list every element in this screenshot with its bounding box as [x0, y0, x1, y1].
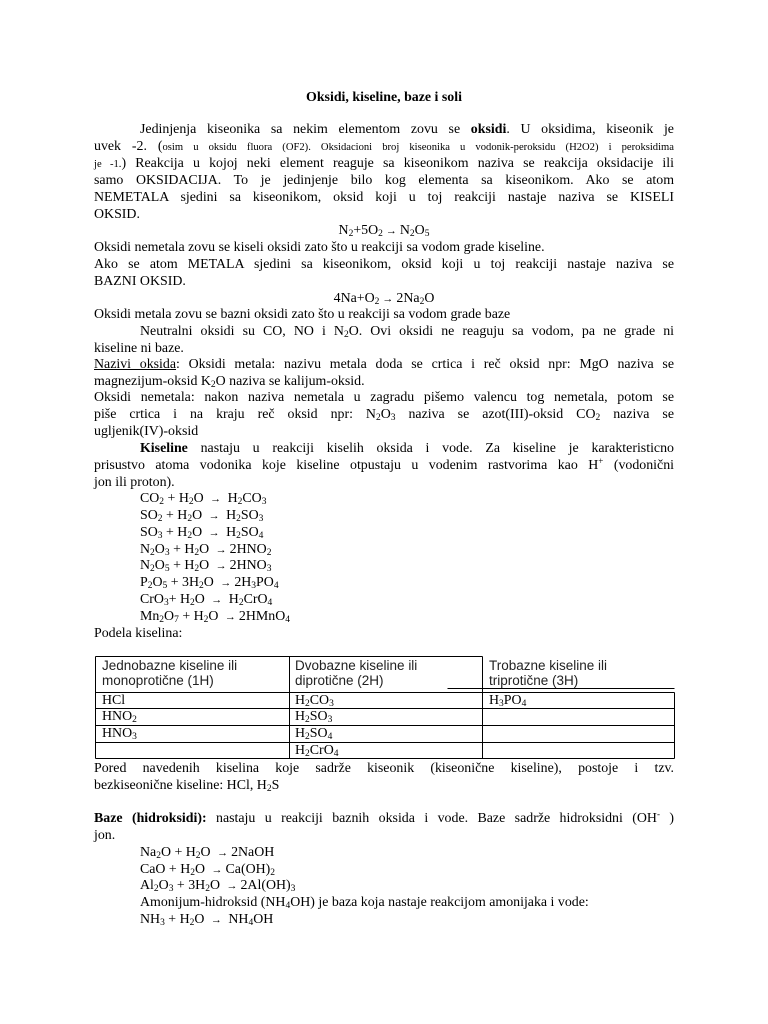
- text-run: Oksidi nemetala zovu se kiseli oksidi zato što u reakciji sa vodom grade kiseline.: [94, 240, 545, 255]
- text-run: je -1.: [94, 159, 122, 170]
- text-run: Amonijum-hidroksid (NH: [140, 895, 286, 910]
- table-header-line: Dvobazne kiseline ili: [295, 658, 418, 673]
- text-run: 2: [199, 581, 204, 591]
- text-run: O: [380, 407, 391, 422]
- text-run: CrO: [243, 592, 268, 607]
- text-run: 2: [132, 715, 137, 725]
- text-run: →: [382, 293, 394, 305]
- table-cell: [102, 709, 137, 725]
- text-run: 3: [132, 732, 137, 742]
- text-run: prisustvo atoma vodonika koje kiseline otpustaju u vodenim rastvorima kao H: [94, 458, 599, 473]
- text-run: piše crtica i na kraju reč oksid npr: N: [94, 407, 376, 422]
- text-line-r3: [140, 524, 674, 542]
- table-cell: [295, 693, 334, 709]
- text-run: O: [199, 558, 213, 573]
- text-run: + H: [164, 912, 190, 927]
- text-line-p5-2: [94, 340, 674, 357]
- text-run: 2Al(OH): [240, 878, 291, 893]
- text-run: H: [222, 525, 237, 540]
- text-run: 2: [187, 531, 193, 541]
- text-run: 2: [348, 229, 354, 239]
- text-run: CO: [242, 491, 262, 506]
- text-line-p10-2: [94, 777, 674, 794]
- text-run: + 3H: [167, 575, 200, 590]
- text-run: 2: [159, 615, 165, 625]
- text-run: O: [154, 542, 165, 557]
- text-line-p3-2: [94, 273, 674, 290]
- text-run: SO: [140, 508, 158, 523]
- text-run: Baze (hidroksidi):: [94, 811, 207, 826]
- text-run: O. Ovi oksidi ne reaguju sa vodom, pa ne grade ni: [348, 324, 674, 339]
- text-run: Nazivi oksida: [94, 357, 177, 372]
- text-run: H: [224, 491, 238, 506]
- text-run: O: [414, 223, 425, 238]
- table-header-monoprotic: [102, 658, 237, 688]
- document-title: Oksidi, kiseline, baze i soli: [306, 90, 462, 105]
- text-run: +5O: [353, 223, 379, 238]
- text-run: →: [210, 493, 222, 505]
- text-run: ugljenik(IV)-oksid: [94, 424, 199, 439]
- text-run: samo OKSIDACIJA. To je jedinjenje bilo kog elementa sa kiseonikom. Ako se atom: [94, 173, 674, 188]
- text-line-p8-3: [94, 474, 674, 491]
- text-run: →: [215, 560, 227, 572]
- text-run: H: [295, 743, 306, 758]
- table-cell: [489, 693, 526, 709]
- text-run: SO: [309, 726, 328, 741]
- text-line-p7-1: [94, 389, 674, 406]
- text-run: 2NaOH: [231, 845, 275, 860]
- text-run: 4: [267, 598, 273, 608]
- table-cell: [295, 726, 332, 742]
- text-run: 3: [499, 699, 504, 709]
- text-run: H: [295, 693, 306, 708]
- text-run: 2: [153, 884, 159, 894]
- text-run: + H: [162, 508, 188, 523]
- text-run: + H: [169, 558, 195, 573]
- text-run: H: [295, 709, 306, 724]
- text-run: 4: [327, 732, 333, 742]
- text-run: SO: [309, 709, 328, 724]
- text-line-b4: [140, 894, 674, 911]
- text-run: →: [226, 880, 238, 892]
- text-run: 3: [327, 715, 333, 725]
- text-run: 2: [409, 229, 415, 239]
- text-line-r6: [140, 574, 674, 592]
- text-run: SO: [240, 525, 259, 540]
- text-line-p10-1: [94, 760, 674, 777]
- text-run: 2: [205, 884, 210, 894]
- text-run: 2: [305, 699, 310, 709]
- text-run: O: [208, 609, 222, 624]
- text-run: PO: [256, 575, 274, 590]
- text-run: 4: [521, 699, 527, 709]
- text-run: : Oksidi metala: nazivu metala doda se crtica i reč oksid npr: MgO naziva se: [176, 357, 675, 372]
- text-run: 2: [266, 548, 272, 558]
- text-run: 2: [266, 784, 272, 794]
- text-line-p7-2: [94, 406, 674, 423]
- text-run: 2: [190, 868, 196, 878]
- text-run: 2: [194, 564, 200, 574]
- text-run: 2: [195, 851, 201, 861]
- text-run: 2: [210, 380, 216, 390]
- text-run: jon.: [94, 828, 116, 843]
- text-run: BAZNI OKSID.: [94, 274, 186, 289]
- text-run: 2: [194, 548, 200, 558]
- text-line-r5: [140, 557, 674, 575]
- text-run: 2: [150, 564, 155, 574]
- text-run: →: [220, 577, 232, 589]
- text-run: 2: [236, 531, 241, 541]
- text-line-r1: [140, 490, 674, 508]
- text-run: O: [195, 862, 209, 877]
- text-run: 3: [168, 884, 174, 894]
- text-run: jon ili proton).: [94, 475, 175, 490]
- text-run: 7: [174, 615, 179, 625]
- text-run: 2: [374, 297, 380, 307]
- text-run: 2: [157, 514, 163, 524]
- text-run: 3: [160, 918, 165, 928]
- text-run: 2: [595, 413, 601, 423]
- text-run: Mn: [140, 609, 160, 624]
- table-cell: [102, 726, 137, 742]
- text-run: OH) je baza koja nastaje reakcijom amonijaka i vode:: [290, 895, 589, 910]
- text-run: 3: [290, 884, 296, 894]
- text-run: O: [164, 609, 175, 624]
- text-run: SO: [240, 508, 259, 523]
- text-run: 2: [187, 514, 193, 524]
- text-run: 5: [162, 581, 168, 591]
- text-run: Podela kiselina:: [94, 626, 183, 641]
- text-run: CaO + H: [140, 862, 191, 877]
- text-run: O: [424, 291, 435, 306]
- text-run: NH: [224, 912, 249, 927]
- text-run: magnezijum-oksid K: [94, 374, 211, 389]
- text-line-p8-2: [94, 457, 674, 474]
- text-run: →: [385, 225, 397, 237]
- text-run: + 3H: [173, 878, 206, 893]
- text-run: N: [338, 223, 349, 238]
- text-run: HNO: [102, 726, 133, 741]
- text-run: O: [192, 508, 206, 523]
- text-run: Oksidi metala zovu se bazni oksidi zato što u reakciji sa vodom grade baze: [94, 307, 511, 322]
- text-run: 2HNO: [229, 558, 267, 573]
- text-run: SO: [140, 525, 158, 540]
- table-header-line: monoprotične (1H): [102, 673, 214, 688]
- text-run: Jedinjenja kiseonika sa nekim elementom zovu se: [140, 122, 471, 137]
- text-run: 4: [248, 918, 254, 928]
- text-run: 2: [375, 413, 381, 423]
- text-run: 2: [270, 868, 276, 878]
- text-run: NH: [140, 912, 161, 927]
- text-run: CO: [140, 491, 160, 506]
- text-run: 2: [203, 615, 209, 625]
- text-run: (vodonični: [603, 458, 675, 473]
- text-run: N: [140, 558, 151, 573]
- text-run: 2: [237, 497, 243, 507]
- text-line-p6-1: [94, 356, 674, 373]
- text-run: -: [656, 809, 660, 819]
- text-run: O: [194, 912, 208, 927]
- text-run: 4: [285, 901, 291, 911]
- text-run: N: [399, 223, 410, 238]
- table-cell: [102, 693, 125, 709]
- text-run: nastaju u reakciji baznih oksida i vode. Baze sadrže hidroksidni (OH: [206, 811, 657, 826]
- text-run: kiseline ni baze.: [94, 341, 184, 356]
- text-run: H: [489, 693, 500, 708]
- text-line-b5: [140, 911, 674, 929]
- text-run: nastaju u reakciji kiselih oksida i vode. Za kiseline je karakteristicno: [187, 441, 674, 456]
- table-header-diprotic: [295, 658, 417, 688]
- text-run: Kiseline: [140, 441, 188, 456]
- text-run: 2: [189, 918, 195, 928]
- acid-classification-table: [93, 656, 675, 759]
- text-run: + H: [162, 525, 188, 540]
- text-line-p1-1: [140, 121, 674, 138]
- text-line-p6-2: [94, 373, 674, 390]
- text-run: O: [193, 491, 208, 506]
- text-run: →: [211, 864, 223, 876]
- text-run: 2H: [234, 575, 252, 590]
- text-run: N: [140, 542, 151, 557]
- text-run: + H: [164, 491, 189, 506]
- text-run: Neutralni oksidi su CO, NO i N: [140, 324, 344, 339]
- text-run: CO: [309, 693, 330, 708]
- text-line-b1: [140, 844, 674, 862]
- text-run: Oksidi nemetala: nakon naziva nemetala u zagradu pišemo valencu tog nemetala, potom se: [94, 390, 674, 405]
- text-run: + H: [178, 609, 204, 624]
- text-line-r2: [140, 507, 674, 525]
- text-run: O + H: [160, 845, 196, 860]
- text-run: bezkiseonične kiseline: HCl, H: [94, 778, 267, 793]
- text-line-p7-3: [94, 423, 674, 440]
- text-run: 3: [163, 598, 169, 608]
- text-run: 4: [273, 581, 279, 591]
- text-run: ): [659, 811, 674, 826]
- text-run: Ca(OH): [225, 862, 271, 877]
- table-header-line: diprotične (2H): [295, 673, 384, 688]
- table-cell: [295, 709, 332, 725]
- text-line-p11-2: [94, 827, 674, 844]
- text-run: 2: [236, 514, 241, 524]
- text-run: 4: [258, 531, 264, 541]
- text-line-r7: [140, 591, 674, 609]
- table-header-line: Trobazne kiseline ili: [489, 658, 608, 673]
- text-run: →: [208, 510, 220, 522]
- text-run: 2: [150, 548, 155, 558]
- text-run: →: [215, 544, 227, 556]
- text-run: Al: [140, 878, 154, 893]
- text-run: 2: [378, 229, 383, 239]
- text-line-p3-1: [94, 256, 674, 273]
- text-run: NEMETALA sjedini sa kiseonikom, oksid koji u toj reakciji nastaje naziva se KISELI: [94, 190, 674, 205]
- text-line-p2-1: [94, 239, 674, 256]
- text-run: + H: [168, 592, 191, 607]
- text-run: 2: [159, 497, 165, 507]
- text-line-r8: [140, 608, 674, 626]
- text-run: uvek -2. (: [94, 139, 163, 154]
- table-header-triprotic: [489, 658, 607, 688]
- text-run: →: [224, 611, 236, 623]
- text-run: +: [598, 456, 604, 466]
- text-line-b3: [140, 877, 674, 895]
- text-run: P: [140, 575, 148, 590]
- text-run: 4: [333, 749, 339, 759]
- text-run: HCl: [102, 693, 126, 708]
- text-run: OKSID.: [94, 207, 140, 222]
- text-run: H: [295, 726, 306, 741]
- text-line-p1-2: [94, 138, 674, 156]
- text-run: HNO: [102, 709, 133, 724]
- text-line-p8-1: [140, 440, 674, 457]
- table-header-line: triprotične (3H): [489, 673, 579, 688]
- text-run: 2: [305, 715, 310, 725]
- text-run: Pored navedenih kiselina koje sadrže kiseonik (kiseonične kiseline), postoje i tzv.: [94, 761, 674, 776]
- text-run: O: [152, 575, 163, 590]
- text-run: →: [217, 847, 229, 859]
- text-line-p4-1: [94, 306, 674, 323]
- text-run: 3: [157, 531, 163, 541]
- text-run: 2: [305, 749, 310, 759]
- text-run: 2: [343, 330, 349, 340]
- text-run: O: [154, 558, 165, 573]
- text-line-p1-6: [94, 206, 674, 223]
- text-run: 3: [390, 413, 396, 423]
- text-run: 5: [424, 229, 430, 239]
- text-run: osim u oksidu fluora (OF2). Oksidacioni broj kiseonika u vodonik-peroksidu (H2O2) i peroksidima: [162, 142, 674, 153]
- text-run: O: [209, 878, 224, 893]
- text-run: O: [200, 845, 215, 860]
- text-run: CrO: [140, 592, 164, 607]
- text-run: 3: [329, 699, 334, 709]
- text-run: H: [222, 508, 237, 523]
- text-run: 2: [305, 732, 310, 742]
- text-run: 2: [156, 851, 161, 861]
- text-run: naziva se: [600, 407, 674, 422]
- text-run: O naziva se kalijum-oksid.: [215, 374, 365, 389]
- text-line-p5-1: [140, 323, 674, 340]
- text-run: 3: [258, 514, 264, 524]
- text-run: oksidi: [470, 122, 507, 137]
- text-line-p1-4: [94, 172, 674, 189]
- text-run: 2Na: [396, 291, 420, 306]
- text-run: →: [211, 594, 223, 606]
- text-run: O: [158, 878, 169, 893]
- text-run: →: [208, 527, 220, 539]
- text-run: OH: [253, 912, 274, 927]
- text-run: S: [271, 778, 280, 793]
- text-line-p1-3: [94, 155, 674, 173]
- text-run: 2: [419, 297, 425, 307]
- text-run: O: [199, 542, 213, 557]
- text-run: ) Reakcija u kojoj neki element reaguje sa kiseonikom naziva se reakcija oksidacije ili: [121, 156, 674, 171]
- text-run: 4: [285, 615, 290, 625]
- text-run: 2HMnO: [238, 609, 286, 624]
- text-run: naziva se azot(III)-oksid CO: [395, 407, 596, 422]
- text-run: 3: [164, 548, 170, 558]
- text-run: 2: [190, 598, 195, 608]
- text-line-p11-1: [94, 810, 674, 827]
- table-header-line: Jednobazne kiseline ili: [102, 658, 238, 673]
- text-run: 2HNO: [229, 542, 267, 557]
- text-run: 4Na+O: [333, 291, 375, 306]
- text-run: O: [194, 592, 209, 607]
- text-run: . U oksidima, kiseonik je: [506, 122, 674, 137]
- text-run: CrO: [309, 743, 334, 758]
- text-line-p9-1: [94, 625, 674, 642]
- text-line-p1-5: [94, 189, 674, 206]
- text-run: 2: [238, 598, 244, 608]
- text-run: 3: [261, 497, 267, 507]
- text-run: 2: [188, 497, 194, 507]
- text-run: O: [203, 575, 218, 590]
- text-run: 5: [164, 564, 170, 574]
- text-run: H: [225, 592, 239, 607]
- text-run: Na: [140, 845, 157, 860]
- text-run: PO: [503, 693, 522, 708]
- table-cell: [295, 743, 338, 759]
- text-line-eq1: [94, 222, 674, 240]
- text-run: O: [192, 525, 206, 540]
- text-run: 3: [266, 564, 272, 574]
- text-run: Ako se atom METALA sjedini sa kiseonikom, oksid koji u toj reakciji nastaje naziva se: [94, 257, 674, 272]
- text-run: + H: [169, 542, 195, 557]
- text-run: →: [210, 914, 222, 926]
- text-run: 2: [147, 581, 153, 591]
- text-run: 3: [251, 581, 257, 591]
